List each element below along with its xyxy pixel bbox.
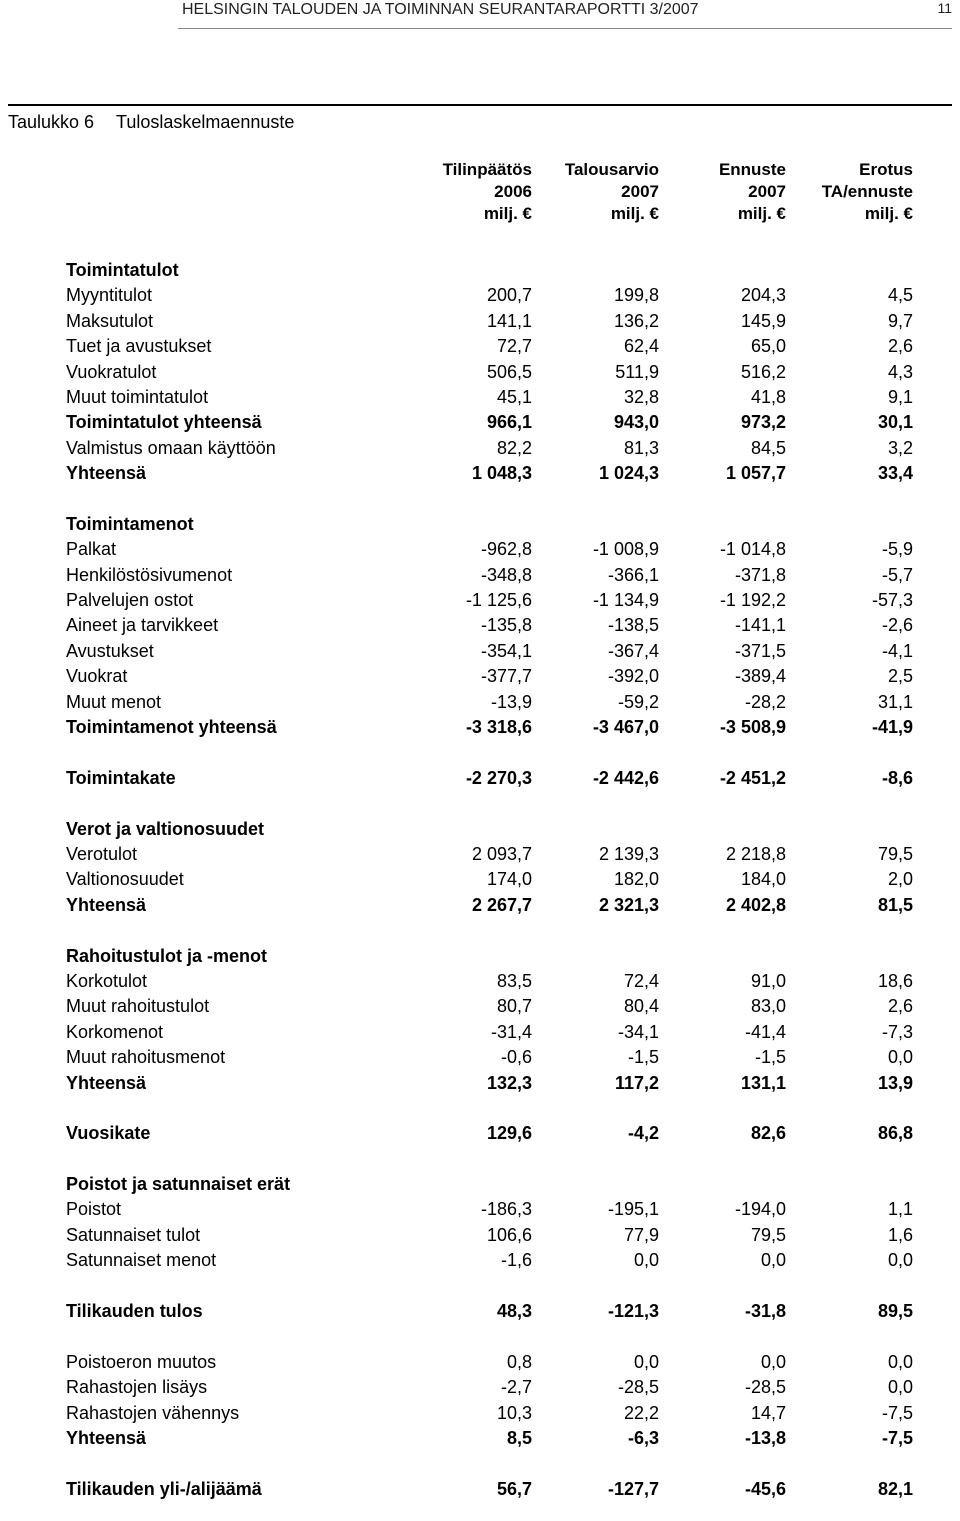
cell-value: -1 014,8: [719, 539, 786, 560]
table-row: [0, 1401, 960, 1426]
row-label: Satunnaiset menot: [66, 1250, 217, 1271]
cell-value: 117,2: [614, 1072, 659, 1093]
row-label: Avustukset: [66, 640, 154, 661]
cell-value: -5,9: [881, 539, 913, 560]
row-label: Yhteensä: [66, 463, 147, 484]
table-row: [0, 639, 960, 664]
cell-value: 65,0: [750, 336, 786, 357]
table-row: [0, 563, 960, 588]
cell-value: 0,0: [633, 1351, 659, 1372]
cell-value: -28,5: [617, 1377, 659, 1398]
cell-value: 174,0: [486, 869, 532, 890]
cell-value: 41,8: [750, 386, 786, 407]
cell-value: 91,0: [750, 970, 786, 991]
row-label: Palvelujen ostot: [66, 590, 194, 611]
cell-value: -962,8: [480, 539, 532, 560]
cell-value: 182,0: [613, 869, 659, 890]
row-label: Toimintamenot yhteensä: [66, 717, 277, 738]
table-row: [0, 766, 960, 791]
cell-value: 966,1: [486, 412, 532, 433]
col-header-unit: milj. €: [737, 204, 786, 223]
cell-value: -389,4: [734, 666, 786, 687]
cell-value: -13,8: [744, 1427, 786, 1448]
spacer-row: [0, 487, 960, 512]
row-label: Vuokrat: [66, 666, 128, 687]
table-row: [0, 842, 960, 867]
cell-value: 2 402,8: [725, 894, 786, 915]
cell-value: -59,2: [617, 691, 659, 712]
row-label: Yhteensä: [66, 1427, 147, 1448]
row-label: Verotulot: [66, 843, 138, 864]
column-headers: [0, 160, 960, 226]
cell-value: 106,6: [486, 1224, 532, 1245]
cell-value: -5,7: [881, 564, 913, 585]
cell-value: 0,0: [887, 1047, 913, 1068]
cell-value: -28,2: [744, 691, 786, 712]
row-label: Poistot ja satunnaiset erät: [66, 1174, 291, 1195]
row-label: Toimintamenot: [66, 513, 194, 534]
cell-value: 1,6: [887, 1224, 913, 1245]
column-header-line: [0, 182, 960, 204]
row-label: Muut menot: [66, 691, 162, 712]
cell-value: -41,9: [871, 717, 913, 738]
cell-value: -186,3: [480, 1199, 532, 1220]
cell-value: -366,1: [607, 564, 659, 585]
col-header-year: TA/ennuste: [821, 182, 913, 201]
row-label: Satunnaiset tulot: [66, 1224, 201, 1245]
spacer-row: [0, 1096, 960, 1121]
cell-value: -31,4: [490, 1021, 532, 1042]
table-row: [0, 588, 960, 613]
row-label: Muut toimintatulot: [66, 386, 209, 407]
cell-value: 2 139,3: [598, 843, 659, 864]
spacer-row: [0, 1147, 960, 1172]
spacer-row: [0, 1324, 960, 1349]
table-row: [0, 613, 960, 638]
spacer-row: [0, 791, 960, 816]
cell-value: 3,2: [887, 437, 913, 458]
row-label: Korkotulot: [66, 970, 148, 991]
cell-value: -34,1: [617, 1021, 659, 1042]
cell-value: -135,8: [480, 615, 532, 636]
cell-value: -138,5: [607, 615, 659, 636]
cell-value: -371,8: [734, 564, 786, 585]
cell-value: -348,8: [480, 564, 532, 585]
cell-value: -45,6: [744, 1478, 786, 1499]
cell-value: 0,0: [887, 1351, 913, 1372]
cell-value: -6,3: [627, 1427, 659, 1448]
cell-value: 62,4: [623, 336, 659, 357]
cell-value: 0,8: [506, 1351, 532, 1372]
table-row: [0, 969, 960, 994]
cell-value: 10,3: [496, 1402, 532, 1423]
row-label: Verot ja valtionosuudet: [66, 818, 265, 839]
table-row: [0, 1375, 960, 1400]
cell-value: -1,5: [627, 1047, 659, 1068]
cell-value: 0,0: [887, 1377, 913, 1398]
row-label: Tilikauden yli-/alijäämä: [66, 1478, 262, 1499]
table-top-rule: [8, 104, 952, 106]
cell-value: 2,6: [887, 996, 913, 1017]
table-row: [0, 537, 960, 562]
section-heading-row: [0, 1172, 960, 1197]
cell-value: -4,1: [881, 640, 913, 661]
cell-value: -1,6: [500, 1250, 532, 1271]
row-label: Muut rahoitusmenot: [66, 1047, 226, 1068]
cell-value: -1 192,2: [719, 590, 786, 611]
cell-value: 2 267,7: [471, 894, 532, 915]
table-row: [0, 1045, 960, 1070]
col-header-year: 2007: [748, 182, 786, 201]
col-header-year: 2006: [494, 182, 532, 201]
cell-value: -31,8: [744, 1301, 786, 1322]
row-label: Rahoitustulot ja -menot: [66, 945, 267, 966]
cell-value: 72,7: [496, 336, 532, 357]
cell-value: 86,8: [877, 1123, 913, 1144]
table-row: [0, 309, 960, 334]
row-label: Toimintatulot yhteensä: [66, 412, 262, 433]
cell-value: 141,1: [486, 310, 532, 331]
cell-value: 82,6: [750, 1123, 786, 1144]
table-row: [0, 436, 960, 461]
table-row: [0, 1071, 960, 1096]
cell-value: 13,9: [877, 1072, 913, 1093]
row-label: Valmistus omaan käyttöön: [66, 437, 276, 458]
table-row: [0, 690, 960, 715]
spacer-row: [0, 1274, 960, 1299]
cell-value: 4,5: [887, 285, 913, 306]
cell-value: -2,7: [500, 1377, 532, 1398]
cell-value: -371,5: [734, 640, 786, 661]
table-row: [0, 1299, 960, 1324]
cell-value: 9,7: [887, 310, 913, 331]
cell-value: -13,9: [490, 691, 532, 712]
row-label: Toimintatulot: [66, 260, 179, 280]
cell-value: -194,0: [734, 1199, 786, 1220]
cell-value: 22,2: [623, 1402, 659, 1423]
table-row: [0, 461, 960, 486]
table-row: [0, 1197, 960, 1222]
row-label: Valtionosuudet: [66, 869, 184, 890]
cell-value: -57,3: [871, 590, 913, 611]
cell-value: -392,0: [607, 666, 659, 687]
cell-value: -3 318,6: [465, 717, 532, 738]
cell-value: 2 321,3: [598, 894, 659, 915]
cell-value: 200,7: [486, 285, 532, 306]
cell-value: 80,4: [623, 996, 659, 1017]
cell-value: 81,5: [877, 894, 913, 915]
row-label: Rahastojen vähennys: [66, 1402, 240, 1423]
section-heading-row: [0, 944, 960, 969]
cell-value: 32,8: [623, 386, 659, 407]
cell-value: 30,1: [877, 412, 913, 433]
col-header-unit: milj. €: [610, 204, 659, 223]
cell-value: 511,9: [615, 361, 659, 382]
cell-value: 48,3: [496, 1301, 532, 1322]
row-label: Poistoeron muutos: [66, 1351, 217, 1372]
cell-value: 31,1: [877, 691, 913, 712]
row-label: Henkilöstösivumenot: [66, 564, 233, 585]
cell-value: 131,1: [740, 1072, 786, 1093]
cell-value: 80,7: [496, 996, 532, 1017]
cell-value: -7,5: [881, 1402, 913, 1423]
column-header-line: [0, 204, 960, 226]
cell-value: 132,3: [486, 1072, 532, 1093]
table-row: [0, 1477, 960, 1502]
cell-value: 2,5: [887, 666, 913, 687]
table-row: [0, 1426, 960, 1451]
cell-value: 1 057,7: [725, 463, 786, 484]
spacer-row: [0, 1451, 960, 1476]
col-header-year: 2007: [621, 182, 659, 201]
row-label: Yhteensä: [66, 1072, 147, 1093]
table-title: Tuloslaskelmaennuste: [116, 112, 295, 132]
table-caption: [0, 112, 960, 134]
table-row: [0, 1248, 960, 1273]
cell-value: -121,3: [607, 1301, 659, 1322]
col-header-unit: milj. €: [483, 204, 532, 223]
cell-value: 973,2: [740, 412, 786, 433]
cell-value: 506,5: [486, 361, 532, 382]
cell-value: 89,5: [877, 1301, 913, 1322]
cell-value: 84,5: [750, 437, 786, 458]
cell-value: 45,1: [496, 386, 532, 407]
cell-value: 79,5: [877, 843, 913, 864]
cell-value: 9,1: [887, 386, 913, 407]
page-number: 11: [937, 0, 952, 16]
column-header-line: [0, 160, 960, 182]
cell-value: 199,8: [613, 285, 659, 306]
report-title: HELSINGIN TALOUDEN JA TOIMINNAN SEURANTARAPORTTI 3/2007: [182, 1, 699, 18]
table-row: [0, 664, 960, 689]
cell-value: 204,3: [740, 285, 786, 306]
row-label: Vuokratulot: [66, 361, 157, 382]
row-label: Muut rahoitustulot: [66, 996, 210, 1017]
cell-value: -354,1: [480, 640, 532, 661]
cell-value: -3 467,0: [592, 717, 659, 738]
header-rule: [178, 28, 952, 29]
cell-value: -28,5: [744, 1377, 786, 1398]
table-row: [0, 1020, 960, 1045]
cell-value: 516,2: [740, 361, 786, 382]
cell-value: 2 093,7: [471, 843, 532, 864]
cell-value: 83,5: [496, 970, 532, 991]
spacer-row: [0, 740, 960, 765]
row-label: Poistot: [66, 1199, 122, 1220]
col-header-erotus: Erotus: [859, 160, 913, 179]
col-header-talousarvio: Talousarvio: [564, 160, 659, 179]
table-row: [0, 1350, 960, 1375]
cell-value: 1 024,3: [598, 463, 659, 484]
cell-value: 72,4: [623, 970, 659, 991]
table-row: [0, 893, 960, 918]
cell-value: -195,1: [607, 1199, 659, 1220]
row-label: Tuet ja avustukset: [66, 336, 212, 357]
cell-value: -7,5: [881, 1427, 913, 1448]
table-number: Taulukko 6: [8, 112, 95, 132]
cell-value: 129,6: [486, 1123, 532, 1144]
table-row: [0, 334, 960, 359]
cell-value: -1 125,6: [465, 590, 532, 611]
section-heading-row: [0, 512, 960, 537]
cell-value: -1,5: [754, 1047, 786, 1068]
table-row: [0, 994, 960, 1019]
cell-value: -2 270,3: [465, 767, 532, 788]
cell-value: 184,0: [740, 869, 786, 890]
table-row: [0, 867, 960, 892]
page-header: [0, 0, 960, 30]
cell-value: 18,6: [877, 970, 913, 991]
cell-value: -3 508,9: [719, 717, 786, 738]
cell-value: -41,4: [744, 1021, 786, 1042]
cell-value: -1 008,9: [592, 539, 659, 560]
cell-value: 136,2: [613, 310, 659, 331]
row-label: Toimintakate: [66, 767, 176, 788]
income-statement-table: [0, 258, 960, 1502]
col-header-tilinpaatos: Tilinpäätös: [442, 160, 532, 179]
cell-value: -1 134,9: [592, 590, 659, 611]
cell-value: 82,1: [877, 1478, 913, 1499]
cell-value: 33,4: [877, 463, 913, 484]
row-label: Aineet ja tarvikkeet: [66, 615, 219, 636]
cell-value: -0,6: [500, 1047, 532, 1068]
cell-value: -7,3: [881, 1021, 913, 1042]
cell-value: 0,0: [887, 1250, 913, 1271]
row-label: Myyntitulot: [66, 285, 153, 306]
cell-value: -367,4: [607, 640, 659, 661]
row-label: Korkomenot: [66, 1021, 164, 1042]
table-row: [0, 715, 960, 740]
col-header-unit: milj. €: [864, 204, 913, 223]
row-label: Tilikauden tulos: [66, 1301, 203, 1322]
cell-value: 2 218,8: [725, 843, 786, 864]
cell-value: -377,7: [480, 666, 532, 687]
section-heading-row: [0, 258, 960, 283]
cell-value: 8,5: [506, 1427, 532, 1448]
table-row: [0, 360, 960, 385]
cell-value: 79,5: [750, 1224, 786, 1245]
table-row: [0, 1223, 960, 1248]
cell-value: 0,0: [760, 1250, 786, 1271]
cell-value: 2,6: [887, 336, 913, 357]
cell-value: 2,0: [887, 869, 913, 890]
row-label: Yhteensä: [66, 894, 147, 915]
cell-value: 77,9: [623, 1224, 659, 1245]
table-row: [0, 1121, 960, 1146]
cell-value: 145,9: [740, 310, 786, 331]
section-heading-row: [0, 817, 960, 842]
row-label: Vuosikate: [66, 1123, 151, 1144]
cell-value: 4,3: [887, 361, 913, 382]
row-label: Palkat: [66, 539, 117, 560]
cell-value: -2,6: [881, 615, 913, 636]
cell-value: 14,7: [750, 1402, 786, 1423]
table-row: [0, 283, 960, 308]
cell-value: -4,2: [627, 1123, 659, 1144]
cell-value: 81,3: [623, 437, 659, 458]
cell-value: 943,0: [613, 412, 659, 433]
cell-value: -141,1: [734, 615, 786, 636]
cell-value: -2 442,6: [592, 767, 659, 788]
cell-value: 1,1: [887, 1199, 913, 1220]
cell-value: -8,6: [881, 767, 913, 788]
cell-value: 56,7: [496, 1478, 532, 1499]
cell-value: 0,0: [760, 1351, 786, 1372]
row-label: Rahastojen lisäys: [66, 1377, 208, 1398]
cell-value: -2 451,2: [719, 767, 786, 788]
cell-value: 83,0: [750, 996, 786, 1017]
cell-value: -127,7: [607, 1478, 659, 1499]
table-row: [0, 385, 960, 410]
spacer-row: [0, 918, 960, 943]
table-row: [0, 410, 960, 435]
cell-value: 82,2: [496, 437, 532, 458]
col-header-ennuste: Ennuste: [718, 160, 786, 179]
cell-value: 0,0: [633, 1250, 659, 1271]
row-label: Maksutulot: [66, 310, 154, 331]
cell-value: 1 048,3: [471, 463, 532, 484]
